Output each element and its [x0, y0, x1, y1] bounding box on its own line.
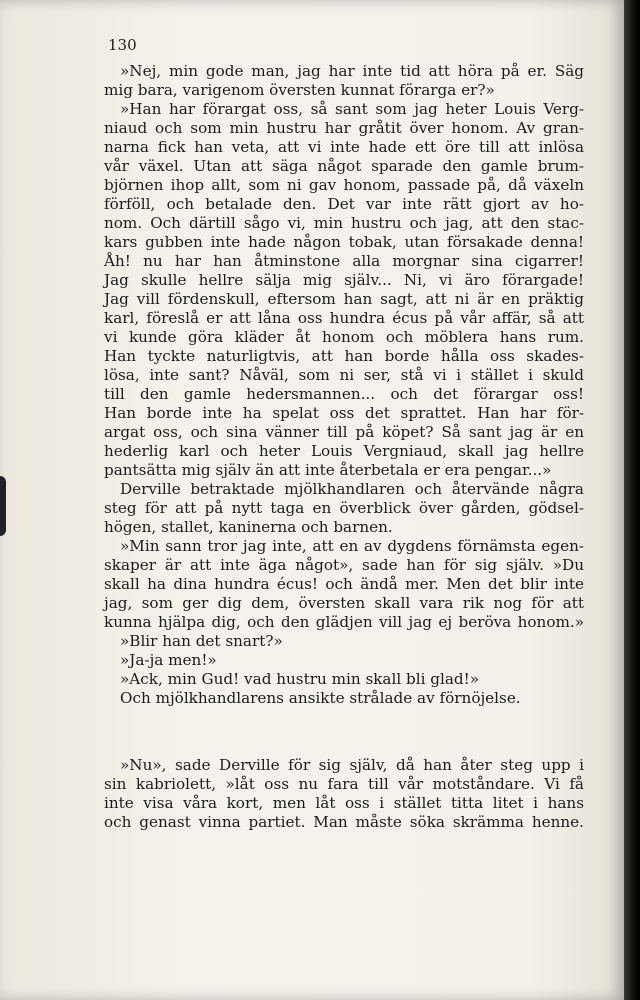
text-line: steg för att på nytt taga en överblick över gården, gödsel-: [104, 499, 584, 517]
text-line: Åh! nu har han åtminstone alla morgnar sina cigarrer!: [104, 252, 584, 270]
section-gap: [104, 708, 584, 756]
text-line: Och mjölkhandlarens ansikte strålade av förnöjelse.: [120, 689, 521, 707]
text-line: »Min sann tror jag inte, att en av dygdens förnämsta egen-: [120, 537, 584, 555]
text-line: mig bara, varigenom översten kunnat förarga er?»: [104, 81, 495, 99]
text-line: lösa, inte sant? Nåväl, som ni ser, stå vi i stället i skuld: [104, 366, 584, 384]
text-line: pantsätta mig själv än att inte återbetala er era pengar...»: [104, 461, 552, 479]
text-line: kunna hjälpa dig, och den glädjen vill jag ej beröva honom.»: [104, 613, 584, 631]
book-edge: [624, 0, 640, 1000]
text-line: hederlig karl och heter Louis Vergniaud, skall jag hellre: [104, 442, 584, 460]
text-line: Han tyckte naturligtvis, att han borde hålla oss skades-: [104, 347, 584, 365]
text-line: nom. Och därtill sågo vi, min hustru och jag, att den stac-: [104, 214, 584, 232]
text-line: »Blir han det snart?»: [120, 632, 283, 650]
text-line: narna fick han veta, att vi inte hade ett öre till att inlösa: [104, 138, 584, 156]
text-line: Jag skulle hellre sälja mig själv... Ni, vi äro förargade!: [104, 271, 584, 289]
text-line: inte visa våra kort, men låt oss i stället titta litet i hans: [104, 794, 584, 812]
text-line: karl, föreslå er att låna oss hundra écus på vår affär, så att: [104, 309, 584, 327]
text-line: Jag vill fördenskull, eftersom han sagt, att ni är en präktig: [104, 290, 584, 308]
text-line: kars gubben inte hade någon tobak, utan försakade denna!: [104, 233, 584, 251]
text-line: vi kunde göra kläder åt honom och möblera hans rum.: [104, 328, 584, 346]
text-line: förföll, och betalade den. Det var inte rätt gjort av ho-: [104, 195, 584, 213]
text-line: jag, som ger dig dem, översten skall vara rik nog för att: [104, 594, 584, 612]
text-line: till den gamle hedersmannen... och det förargar oss!: [104, 385, 584, 403]
page-binding-hole: [0, 476, 6, 536]
text-line: Han borde inte ha spelat oss det sprattet. Han har för-: [104, 404, 584, 422]
page-number: 130: [108, 36, 137, 54]
page-text: [104, 36, 584, 832]
text-line: niaud och som min hustru har gråtit över honom. Av gran-: [104, 119, 584, 137]
text-line: sin kabriolett, »låt oss nu fara till vår motståndare. Vi få: [104, 775, 584, 793]
text-section-2: [104, 756, 584, 832]
text-line: skall ha dina hundra écus! och ändå mer. Men det blir inte: [104, 575, 584, 593]
text-line: »Han har förargat oss, så sant som jag heter Louis Verg-: [120, 100, 584, 118]
text-section-1: [104, 62, 584, 708]
text-line: skaper är att inte äga något», sade han för sig själv. »Du: [104, 556, 584, 574]
text-line: »Nej, min gode man, jag har inte tid att höra på er. Säg: [120, 62, 584, 80]
text-line: argat oss, och sina vänner till på köpet? Så sant jag är en: [104, 423, 584, 441]
text-line: högen, stallet, kaninerna och barnen.: [104, 518, 393, 536]
text-line: och genast vinna partiet. Man måste söka skrämma henne.: [104, 813, 584, 831]
text-line: »Ja-ja men!»: [120, 651, 217, 669]
text-line: vår växel. Utan att säga något sparade den gamle brum-: [104, 157, 584, 175]
text-line: björnen ihop allt, som ni gav honom, passade på, då växeln: [104, 176, 584, 194]
text-line: Derville betraktade mjölkhandlaren och återvände några: [120, 480, 584, 498]
text-line: »Ack, min Gud! vad hustru min skall bli glad!»: [120, 670, 480, 688]
text-line: »Nu», sade Derville för sig själv, då han åter steg upp i: [120, 756, 584, 774]
